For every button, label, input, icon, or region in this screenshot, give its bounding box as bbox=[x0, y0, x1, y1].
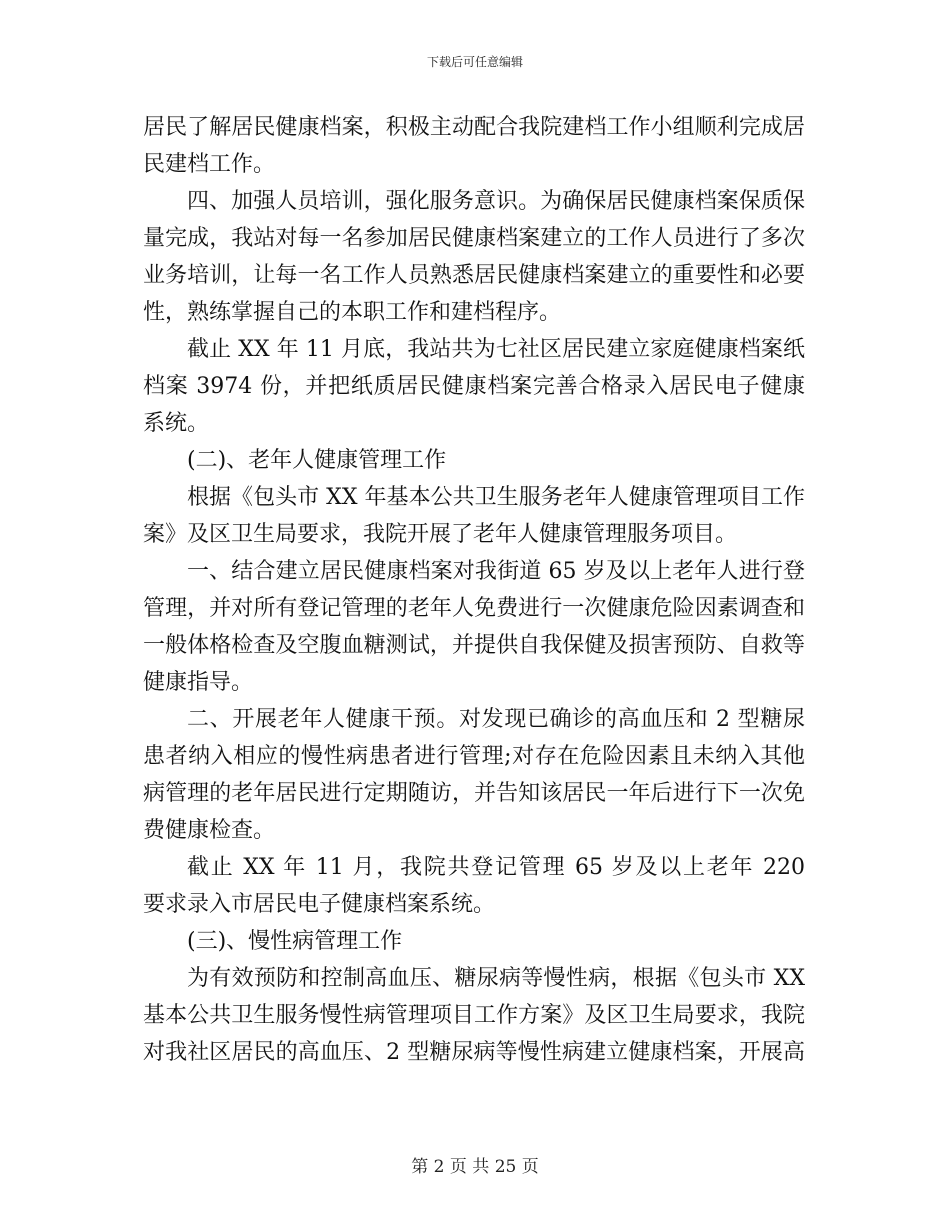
paragraph bbox=[143, 479, 805, 553]
paragraph bbox=[143, 701, 805, 849]
text-line: 管理，并对所有登记管理的老年人免费进行一次健康危险因素调查和 bbox=[143, 596, 805, 621]
text-line: 二、开展老年人健康干预。对发现已确诊的高血压和 2 型糖尿 bbox=[187, 707, 805, 732]
text-line: 案》及区卫生局要求，我院开展了老年人健康管理服务项目。 bbox=[143, 522, 738, 547]
text-line: 患者纳入相应的慢性病患者进行管理;对存在危险因素且未纳入其他 bbox=[143, 744, 805, 769]
text-line: (三)、慢性病管理工作 bbox=[187, 929, 403, 954]
paragraph bbox=[143, 109, 805, 183]
text-line: 截止 XX 年 11 月底，我站共为七社区居民建立家庭健康档案纸 bbox=[187, 337, 805, 362]
text-line: 根据《包头市 XX 年基本公共卫生服务老年人健康管理项目工作 bbox=[187, 485, 805, 510]
text-line: 性，熟练掌握自己的本职工作和建档程序。 bbox=[143, 300, 562, 325]
paragraph bbox=[143, 183, 805, 331]
text-line: 截止 XX 年 11 月，我院共登记管理 65 岁及以上老年 220 bbox=[187, 855, 805, 880]
page-header: 下载后可任意编辑 bbox=[426, 55, 523, 69]
section-heading bbox=[143, 442, 805, 479]
text-line: 量完成，我站对每一名参加居民健康档案建立的工作人员进行了多次 bbox=[143, 226, 805, 251]
section-heading bbox=[143, 923, 805, 960]
text-line: 对我社区居民的高血压、2 型糖尿病等慢性病建立健康档案，开展高 bbox=[143, 1040, 805, 1065]
text-line: 要求录入市居民电子健康档案系统。 bbox=[143, 892, 496, 917]
text-line: 档案 3974 份，并把纸质居民健康档案完善合格录入居民电子健康 bbox=[143, 374, 805, 399]
paragraph bbox=[143, 960, 805, 1071]
text-line: 基本公共卫生服务慢性病管理项目工作方案》及区卫生局要求，我院 bbox=[143, 1003, 805, 1028]
text-line: 系统。 bbox=[143, 411, 210, 436]
text-line: 居民了解居民健康档案，积极主动配合我院建档工作小组顺利完成居 bbox=[143, 115, 805, 140]
text-line: 业务培训，让每一名工作人员熟悉居民健康档案建立的重要性和必要 bbox=[143, 263, 805, 288]
text-line: 费健康检查。 bbox=[143, 818, 276, 843]
text-line: 民建档工作。 bbox=[143, 152, 276, 177]
text-line: (二)、老年人健康管理工作 bbox=[187, 448, 447, 473]
paragraph bbox=[143, 849, 805, 923]
text-line: 健康指导。 bbox=[143, 670, 254, 695]
paragraph bbox=[143, 331, 805, 442]
text-line: 一、结合建立居民健康档案对我街道 65 岁及以上老年人进行登 bbox=[187, 559, 805, 584]
page-number-footer: 第 2 页 共 25 页 bbox=[411, 1157, 539, 1177]
text-line: 病管理的老年居民进行定期随访，并告知该居民一年后进行下一次免 bbox=[143, 781, 805, 806]
text-line: 一般体格检查及空腹血糖测试，并提供自我保健及损害预防、自救等 bbox=[143, 633, 805, 658]
text-line: 为有效预防和控制高血压、糖尿病等慢性病，根据《包头市 XX bbox=[187, 966, 805, 991]
document-body bbox=[143, 109, 805, 1071]
text-line: 四、加强人员培训，强化服务意识。为确保居民健康档案保质保 bbox=[187, 189, 805, 214]
paragraph bbox=[143, 553, 805, 701]
